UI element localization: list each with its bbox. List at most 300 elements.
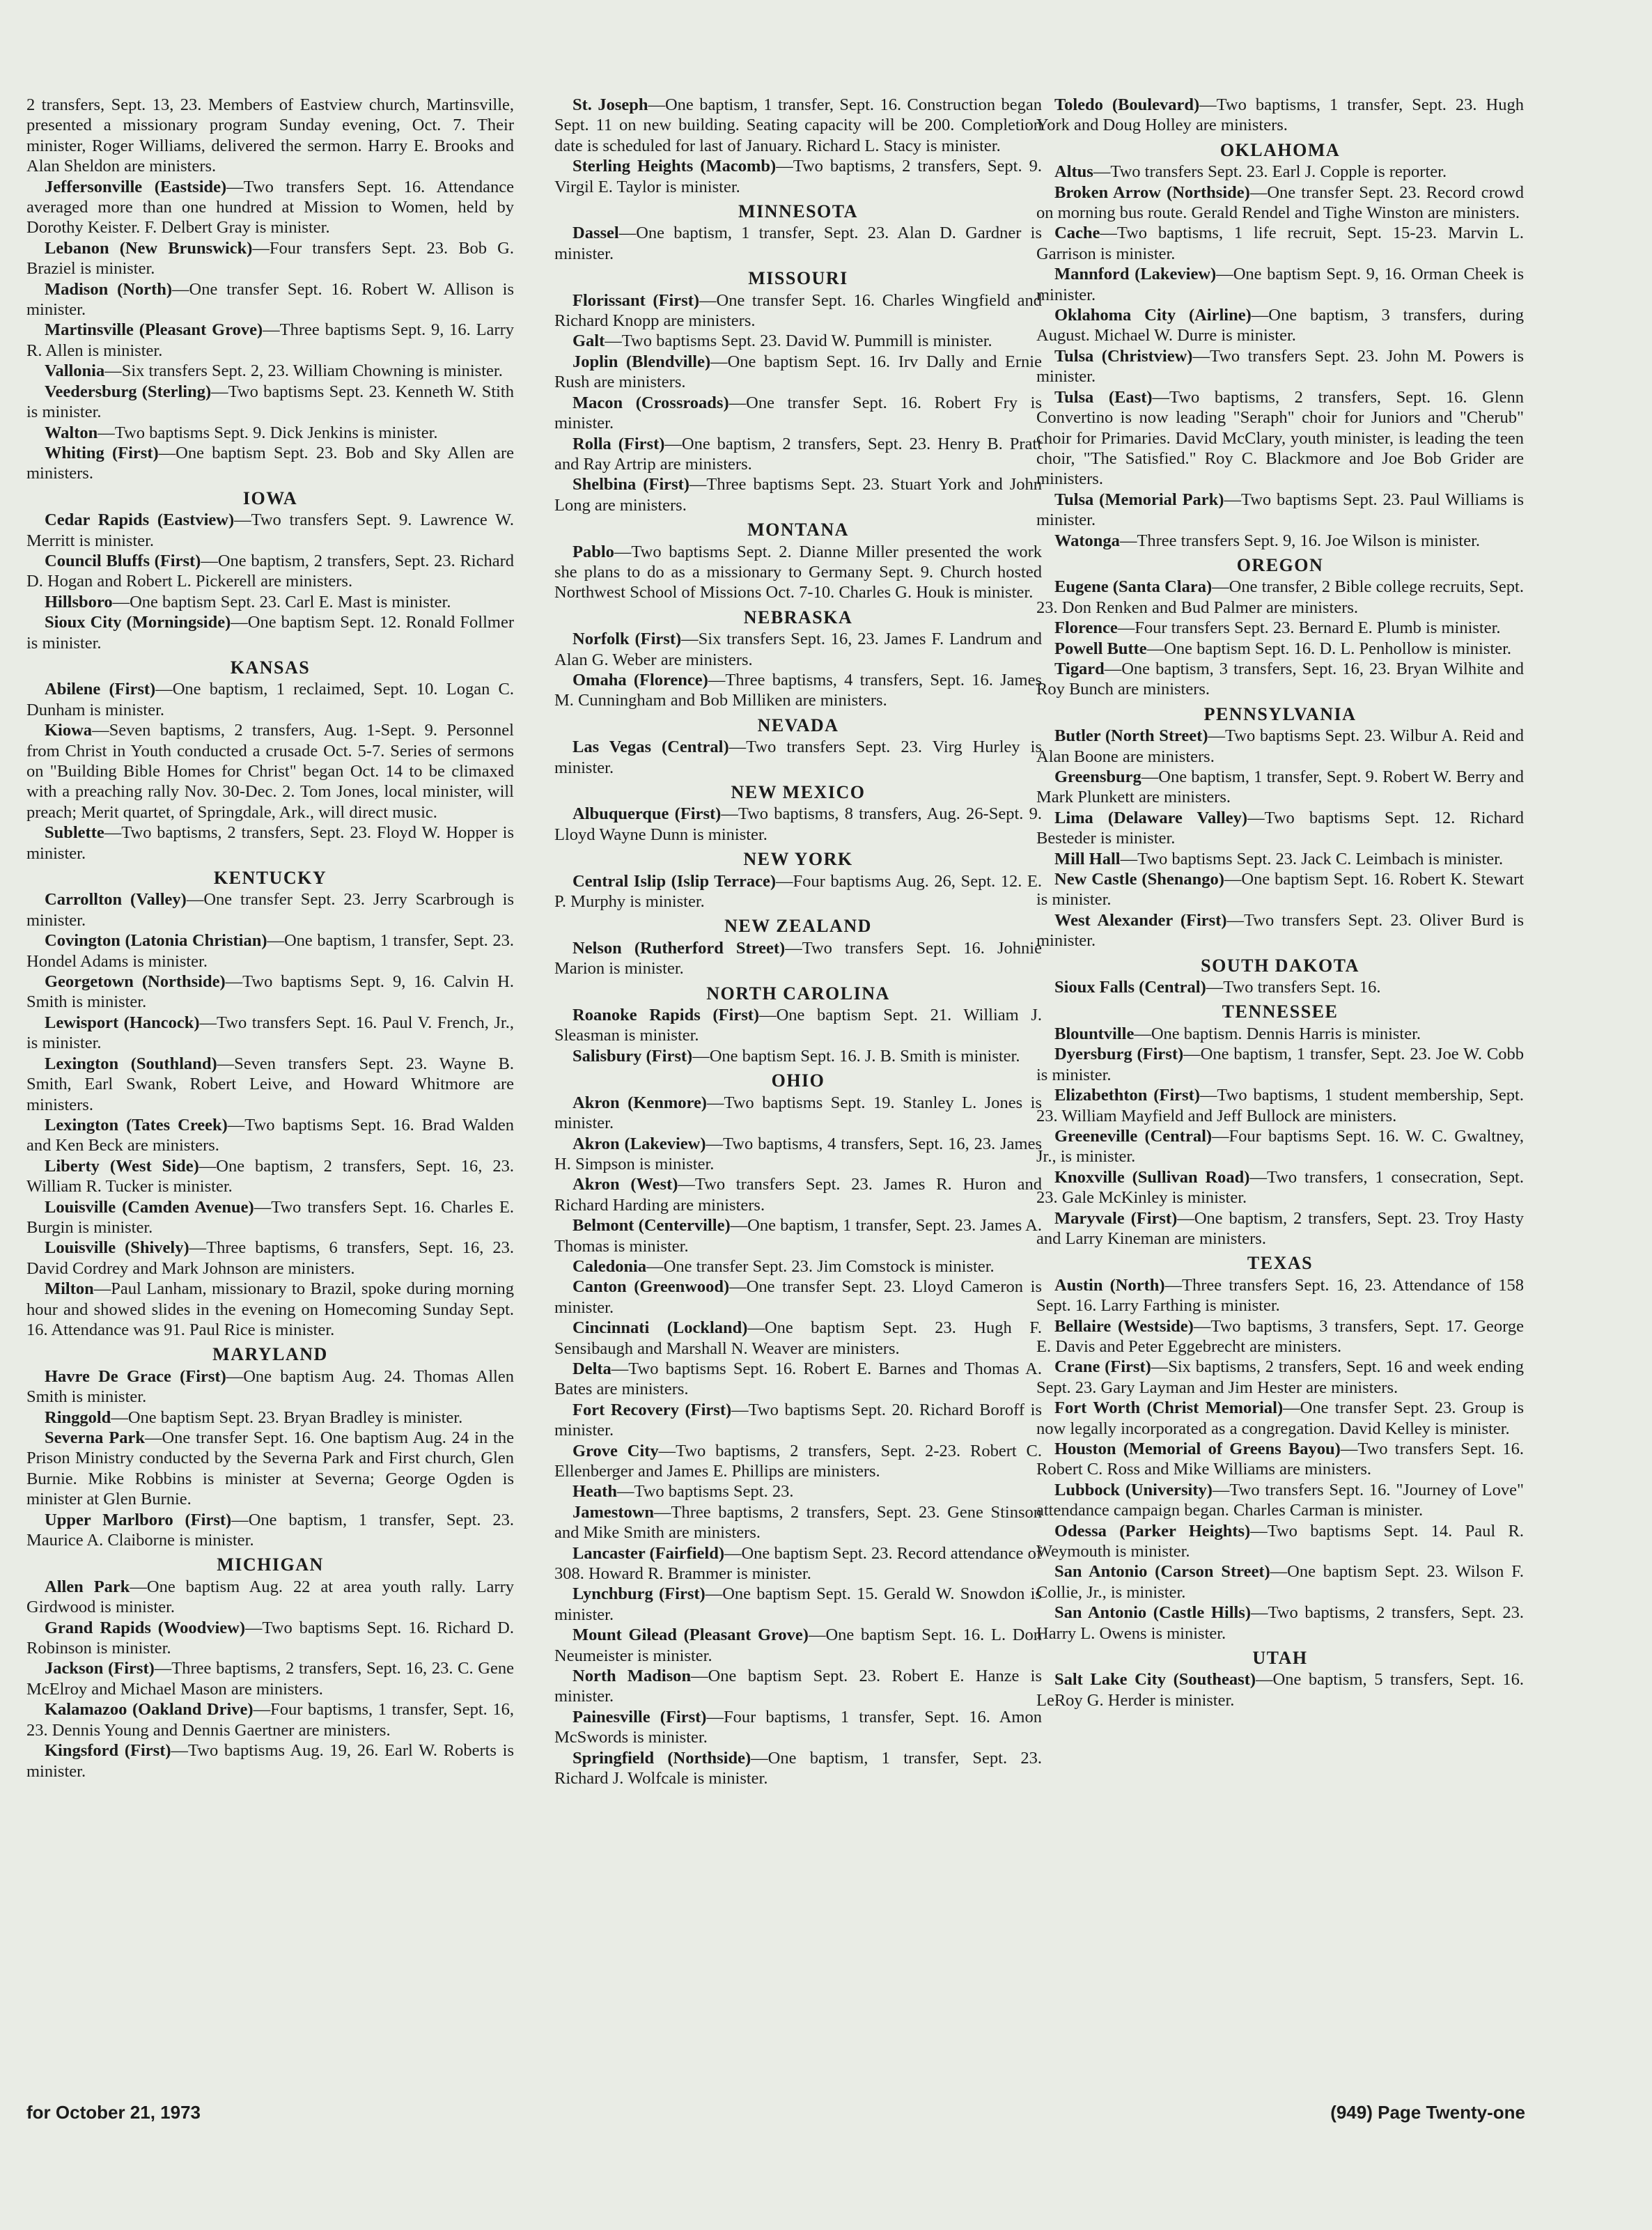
church-report-entry — [26, 930, 514, 972]
church-name: Ringgold — [45, 1408, 111, 1427]
church-name: Oklahoma City (Airline) — [1054, 306, 1252, 325]
church-report-entry — [26, 1366, 514, 1408]
report-text: —Two baptisms, 1 student membership, Sept. 23. William Mayfield and Jeff Bullock are ministers. — [1036, 1086, 1524, 1125]
church-name: Greensburg — [1054, 767, 1141, 786]
church-report-entry — [26, 1740, 514, 1781]
church-name: Delta — [572, 1359, 611, 1378]
church-name: Mannford (Lakeview) — [1054, 265, 1217, 284]
report-text: —Two transfers Sept. 16. Charles E. Burgin is minister. — [26, 1197, 514, 1237]
church-report-entry — [554, 1256, 1042, 1277]
church-name: Toledo (Boulevard) — [1054, 95, 1200, 114]
church-name: Tulsa (Christview) — [1054, 346, 1193, 366]
church-name: Lancaster (Fairfield) — [572, 1543, 724, 1563]
church-report-entry — [26, 1054, 514, 1115]
report-text: —One baptism, 1 transfer, Sept. 16. Construction began Sept. 11 on new building. Seating capacity will be 200. Completion date is scheduled for last of January. Richard L. Stacy is minister. — [554, 95, 1042, 155]
report-text: —One baptism Sept. 16. Irv Dally and Ernie Rush are ministers. — [554, 352, 1042, 392]
report-text: —Two baptisms, 2 transfers, Sept. 23. Harry L. Owens is minister. — [1036, 1603, 1524, 1643]
church-report-entry — [1036, 1439, 1524, 1480]
state-heading: MARYLAND — [212, 1344, 328, 1365]
church-report-entry — [554, 1005, 1042, 1046]
church-name: Jamestown — [572, 1502, 655, 1522]
church-report-entry — [1036, 726, 1524, 767]
church-name: Lima (Delaware Valley) — [1054, 808, 1248, 827]
state-heading: KANSAS — [230, 657, 311, 678]
church-name: Blountville — [1054, 1024, 1135, 1043]
church-name: Heath — [572, 1482, 617, 1502]
church-name: Upper Marlboro (First) — [45, 1510, 232, 1529]
church-name: Crane (First) — [1054, 1357, 1151, 1377]
church-report-entry — [26, 95, 514, 177]
report-text: —One transfer Sept. 16. One baptism Aug. 24 in the Prison Ministry conducted by the Severna Park and First church, Glen Burnie. Mike Robbins is minister at Severna; George Ogden is minister at Glen Burnie. — [26, 1428, 514, 1509]
report-text: —Two baptisms, 1 life recruit, Sept. 15-23. Marvin L. Garrison is minister. — [1036, 224, 1524, 263]
church-name: Nelson (Rutherford Street) — [572, 938, 786, 958]
church-name: Council Bluffs (First) — [45, 551, 201, 570]
church-report-entry — [1036, 264, 1524, 305]
report-text: —Two baptisms Sept. 23. Jack C. Leimbach is minister. — [1120, 849, 1504, 868]
church-name: Cincinnati (Lockland) — [572, 1318, 748, 1338]
report-text: —One baptism. Dennis Harris is minister. — [1134, 1024, 1421, 1043]
report-text: —Two baptisms, 8 transfers, Aug. 26-Sept. 9. Lloyd Wayne Dunn is minister. — [554, 804, 1042, 844]
church-name: Joplin (Blendville) — [572, 352, 711, 371]
church-name: Austin (North) — [1054, 1275, 1165, 1295]
report-text: —Two baptisms Sept. 16. Richard D. Robinson is minister. — [26, 1618, 515, 1658]
church-name: Shelbina (First) — [572, 475, 689, 494]
church-report-entry — [554, 1400, 1042, 1441]
report-text: —Two baptisms Sept. 23. Kenneth W. Stith is minister. — [26, 382, 514, 422]
report-text: —Two transfers Sept. 16. Paul V. French, Jr., is minister. — [26, 1013, 514, 1053]
church-report-entry — [554, 1359, 1042, 1400]
church-report-entry — [1036, 1085, 1524, 1126]
church-report-entry — [1036, 1521, 1524, 1562]
state-heading: MONTANA — [747, 520, 849, 540]
church-report-entry — [1036, 387, 1524, 490]
report-text: —One transfer Sept. 23. Group is now legally incorporated as a congregation. David Kelley is minister. — [1036, 1398, 1524, 1438]
report-text: —Six baptisms, 2 transfers, Sept. 16 and week ending Sept. 23. Gary Layman and Jim Hester are ministers. — [1036, 1357, 1524, 1397]
church-name: Watonga — [1054, 531, 1120, 550]
church-report-entry — [26, 720, 514, 822]
report-text: —One baptism, 1 transfer, Sept. 23. James A. Thomas is minister. — [554, 1216, 1042, 1256]
report-text: —Two transfers Sept. 16. Attendance averaged more than one hundred at Mission to Women, held by Dorothy Keister. F. Delbert Gray is minister. — [26, 177, 515, 237]
church-name: Albuquerque (First) — [572, 804, 722, 824]
report-text: —Three baptisms Sept. 9, 16. Larry R. Allen is minister. — [26, 320, 514, 360]
church-report-entry — [26, 822, 514, 864]
report-text: —Paul Lanham, missionary to Brazil, spoke during morning hour and showed slides in the evening on Homecoming Sunday Sept. 16. Attendance was 91. Paul Rice is minister. — [26, 1279, 514, 1339]
state-heading: MINNESOTA — [738, 201, 858, 222]
church-name: Akron (West) — [572, 1175, 678, 1194]
church-name: North Madison — [572, 1667, 692, 1686]
church-report-entry — [1036, 577, 1524, 618]
church-name: Akron (Kenmore) — [572, 1093, 707, 1112]
church-report-entry — [1036, 1024, 1524, 1044]
church-name: Galt — [572, 332, 605, 351]
church-report-entry — [1036, 95, 1524, 136]
church-report-entry — [26, 1279, 514, 1340]
report-text: —One baptism, 3 transfers, Sept. 16, 23. Bryan Wilhite and Roy Bunch are ministers. — [1036, 659, 1524, 699]
report-text: —Two baptisms Sept. 2. Dianne Miller presented the work she plans to do as a missionary to Germany Sept. 9. Church hosted Northwest School of Missions Oct. 7-10. Charles G. Houk is minister. — [554, 542, 1042, 602]
report-text: —Two transfers Sept. 23. John M. Powers is minister. — [1036, 346, 1524, 387]
church-name: Kiowa — [45, 721, 93, 740]
church-name: Mount Gilead (Pleasant Grove) — [572, 1625, 809, 1645]
report-text: —One transfer Sept. 23. Jerry Scarbrough is minister. — [26, 890, 514, 930]
church-name: Eugene (Santa Clara) — [1054, 577, 1213, 597]
church-name: Tigard — [1054, 659, 1105, 678]
church-report-entry — [1036, 1561, 1524, 1603]
report-text: —Two transfers Sept. 23. James R. Huron and Richard Harding are ministers. — [554, 1175, 1042, 1215]
report-text: —Four baptisms, 1 transfer, Sept. 16. Amon McSwords is minister. — [554, 1707, 1042, 1747]
report-text: —Two baptisms Sept. 9, 16. Calvin H. Smith is minister. — [26, 972, 514, 1012]
church-report-entry — [1036, 1126, 1524, 1167]
church-name: Louisville (Camden Avenue) — [45, 1197, 254, 1217]
state-heading: TEXAS — [1247, 1253, 1314, 1274]
report-text: —Four transfers Sept. 23. Bob G. Braziel is minister. — [26, 238, 514, 279]
report-text: —Two baptisms Aug. 19, 26. Earl W. Roberts is minister. — [26, 1741, 514, 1781]
report-text: —Two baptisms Sept. 16. Robert E. Barnes and Thomas A. Bates are ministers. — [554, 1359, 1042, 1399]
church-name: Whiting (First) — [45, 443, 159, 462]
church-name: Grove City — [572, 1441, 659, 1460]
report-text: —Four baptisms Sept. 16. W. C. Gwaltney, Jr., is minister. — [1036, 1126, 1524, 1167]
church-name: Broken Arrow (Northside) — [1054, 182, 1250, 202]
church-report-entry — [554, 1277, 1042, 1318]
church-report-entry — [26, 1510, 514, 1551]
church-name: Tulsa (East) — [1054, 387, 1153, 407]
report-text: —One transfer Sept. 16. Charles Wingfield and Richard Knopp are ministers. — [554, 290, 1042, 331]
report-text: —One baptism Sept. 21. William J. Sleasman is minister. — [554, 1006, 1042, 1045]
church-name: Painesville (First) — [572, 1707, 707, 1726]
church-name: Elizabethton (First) — [1054, 1086, 1200, 1105]
report-text: —Two baptisms, 4 transfers, Sept. 16, 23. James H. Simpson is minister. — [554, 1134, 1043, 1174]
church-report-entry — [554, 1543, 1042, 1584]
report-text: —One baptism, 1 transfer, Sept. 23. Maurice A. Claiborne is minister. — [26, 1510, 514, 1550]
report-text: —One transfer Sept. 23. Record crowd on morning bus route. Gerald Rendel and Tighe Winston are ministers. — [1036, 182, 1524, 223]
church-report-entry — [1036, 910, 1524, 951]
church-name: Severna Park — [45, 1428, 145, 1447]
church-report-entry — [1036, 1480, 1524, 1521]
report-text: —One baptism, 1 transfer, Sept. 23. Joe W. Cobb is minister. — [1036, 1045, 1524, 1084]
report-text: —One baptism Sept. 15. Gerald W. Snowdon is minister. — [554, 1584, 1042, 1624]
report-text: —Two baptisms, 2 transfers, Sept. 2-23. Robert C. Ellenberger and James E. Phillips are ministers. — [554, 1441, 1042, 1481]
church-report-entry — [26, 1428, 514, 1510]
church-name: Sublette — [45, 823, 104, 843]
church-report-entry — [1036, 162, 1524, 182]
church-report-entry — [26, 320, 514, 361]
report-text: —Two baptisms Sept. 16. Brad Walden and Ken Beck are ministers. — [26, 1115, 514, 1155]
report-text: —One baptism Aug. 22 at area youth rally. Larry Girdwood is minister. — [26, 1577, 514, 1617]
church-report-entry — [554, 737, 1042, 778]
church-report-entry — [26, 679, 514, 720]
church-report-entry — [26, 1115, 514, 1156]
state-heading: NEW YORK — [743, 849, 853, 870]
church-report-entry — [26, 1238, 514, 1279]
church-report-entry — [26, 592, 514, 612]
report-text: —Three baptisms, 2 transfers, Sept. 23. Gene Stinson and Mike Smith are ministers. — [554, 1502, 1042, 1543]
church-report-entry — [1036, 1167, 1524, 1208]
church-name: Las Vegas (Central) — [572, 738, 729, 757]
church-report-entry — [1036, 659, 1524, 700]
church-report-entry — [26, 1658, 514, 1699]
column-2 — [554, 95, 1042, 1789]
church-name: Butler (North Street) — [1054, 726, 1208, 746]
church-report-entry — [26, 1156, 514, 1197]
report-text: —Three baptisms, 2 transfers, Sept. 16, 23. C. Gene McElroy and Michael Mason are ministers. — [26, 1659, 514, 1699]
church-name: Louisville (Shively) — [45, 1238, 189, 1258]
report-text: —Six transfers Sept. 16, 23. James F. Landrum and Alan G. Weber are ministers. — [554, 630, 1042, 669]
report-text: —Two transfers Sept. 9. Lawrence W. Merritt is minister. — [26, 510, 514, 550]
report-text: —One baptism, 1 transfer, Sept. 9. Robert W. Berry and Mark Plunkett are ministers. — [1036, 767, 1524, 807]
state-heading: TENNESSEE — [1222, 1001, 1339, 1022]
report-text: —Four baptisms Aug. 26, Sept. 12. E. P. Murphy is minister. — [554, 871, 1042, 912]
state-heading: OKLAHOMA — [1219, 139, 1341, 160]
church-report-entry — [554, 1215, 1042, 1256]
church-name: Salt Lake City (Southeast) — [1054, 1670, 1256, 1690]
church-name: Maryvale (First) — [1054, 1208, 1178, 1228]
church-report-entry — [26, 1577, 514, 1618]
report-text: —Two baptisms Sept. 23. David W. Pummill is minister. — [605, 332, 992, 351]
church-name: Milton — [45, 1279, 94, 1299]
report-text: —Two transfers Sept. 16. — [1206, 978, 1381, 997]
report-text: —One baptism Sept. 23. Bob and Sky Allen are ministers. — [26, 443, 514, 483]
church-name: Mill Hall — [1054, 849, 1121, 868]
church-name: Roanoke Rapids (First) — [572, 1006, 760, 1025]
report-text: —One baptism Sept. 16. Robert K. Stewart is minister. — [1036, 870, 1524, 910]
church-report-entry — [554, 804, 1042, 845]
report-text: —One baptism Aug. 24. Thomas Allen Smith is minister. — [26, 1366, 514, 1407]
state-heading: NORTH CAROLINA — [706, 983, 890, 1004]
church-name: Fort Worth (Christ Memorial) — [1054, 1398, 1284, 1418]
report-text: —One baptism Sept. 16. L. Don Neumeister is minister. — [554, 1625, 1042, 1665]
report-text: —One baptism, 1 transfer, Sept. 23. Richard J. Wolfcale is minister. — [554, 1748, 1043, 1788]
state-heading: SOUTH DAKOTA — [1201, 955, 1359, 976]
report-text: —One baptism Sept. 23. Hugh F. Sensibaugh and Marshall N. Weaver are ministers. — [554, 1318, 1042, 1358]
church-name: Springfield (Northside) — [572, 1748, 751, 1768]
church-report-entry — [26, 1408, 514, 1428]
report-text: —Six transfers Sept. 2, 23. William Chowning is minister. — [104, 361, 503, 381]
church-report-entry — [554, 871, 1042, 912]
report-text: —One transfer Sept. 23. Lloyd Cameron is minister. — [554, 1277, 1042, 1317]
church-name: Belmont (Centerville) — [572, 1216, 731, 1235]
report-text: —Two baptisms, 2 transfers, Sept. 9. Virgil E. Taylor is minister. — [554, 157, 1042, 196]
church-name: Hillsboro — [45, 592, 113, 611]
state-heading: NEVADA — [757, 715, 839, 735]
church-report-entry — [554, 1502, 1042, 1543]
church-report-entry — [554, 1481, 1042, 1502]
church-name: St. Joseph — [572, 95, 648, 114]
church-report-entry — [554, 223, 1042, 264]
church-name: Kingsford (First) — [45, 1741, 171, 1761]
church-name: Salisbury (First) — [572, 1046, 693, 1066]
report-text: —Two transfers Sept. 23. Earl J. Copple is reporter. — [1093, 162, 1447, 182]
report-text: —One baptism, 1 transfer, Sept. 23. Alan D. Gardner is minister. — [554, 224, 1042, 263]
church-name: San Antonio (Castle Hills) — [1054, 1603, 1252, 1623]
church-name: Dassel — [572, 224, 619, 243]
state-heading: NEW ZEALAND — [724, 916, 872, 937]
church-name: Pablo — [572, 542, 614, 561]
church-report-entry — [554, 95, 1042, 156]
state-heading: OHIO — [771, 1070, 825, 1091]
report-text: —One baptism Sept. 23. Carl E. Mast is minister. — [112, 592, 451, 611]
report-text: —Three baptisms, 6 transfers, Sept. 16, 23. David Cordrey and Mark Johnson are ministers. — [26, 1238, 514, 1278]
church-name: Havre De Grace (First) — [45, 1366, 226, 1386]
church-report-entry — [1036, 639, 1524, 659]
church-report-entry — [1036, 1669, 1524, 1710]
church-report-entry — [26, 238, 514, 279]
church-report-entry — [26, 1197, 514, 1238]
church-name: Covington (Latonia Christian) — [45, 931, 267, 951]
church-report-entry — [554, 393, 1042, 434]
church-name: Dyersburg (First) — [1054, 1045, 1184, 1064]
church-report-entry — [1036, 1208, 1524, 1249]
report-text: 2 transfers, Sept. 13, 23. Members of Eastview church, Martinsville, presented a missionary program Sunday evening, Oct. 7. Their minister, Roger Williams, delivered the sermon. Harry E. Brooks and Alan Sheldon are ministers. — [26, 95, 514, 176]
church-name: Sterling Heights (Macomb) — [572, 157, 777, 176]
church-name: Grand Rapids (Woodview) — [45, 1618, 245, 1637]
church-name: Omaha (Florence) — [572, 670, 708, 689]
church-report-entry — [554, 938, 1042, 979]
report-text: —Two baptisms Sept. 23. — [616, 1482, 794, 1502]
report-text: —Two baptisms, 2 transfers, Sept. 16. Glenn Convertino is now leading "Seraph" choir for Juniors and "Cherub" choir for Primaries. David McClary, youth minister, is leading the teen choir, "The Satisfied." Roy C. Blackmore and Joe Bob Grider are ministers. — [1036, 387, 1525, 489]
report-text: —Two baptisms Sept. 9. Dick Jenkins is minister. — [98, 423, 438, 442]
church-report-entry — [554, 1584, 1042, 1625]
column-3 — [1036, 95, 1524, 1710]
report-text: —One baptism, 2 transfers, Sept. 23. Richard D. Hogan and Robert L. Pickerell are ministers. — [26, 551, 515, 591]
report-text: —Two baptisms Sept. 14. Paul R. Weymouth is minister. — [1036, 1521, 1524, 1561]
church-report-entry — [26, 443, 514, 484]
report-text: —Two transfers, 1 consecration, Sept. 23. Gale McKinley is minister. — [1036, 1167, 1524, 1208]
church-name: Abilene (First) — [45, 680, 156, 699]
church-report-entry — [26, 889, 514, 930]
church-report-entry — [1036, 808, 1524, 849]
church-report-entry — [554, 1318, 1042, 1359]
report-text: —One transfer Sept. 16. Robert W. Allison is minister. — [26, 279, 514, 320]
church-report-entry — [26, 1699, 514, 1740]
report-text: —Three transfers Sept. 9, 16. Joe Wilson is minister. — [1119, 531, 1481, 550]
church-report-entry — [554, 352, 1042, 393]
church-name: Madison (North) — [45, 279, 173, 299]
church-report-entry — [1036, 305, 1524, 346]
church-name: Greeneville (Central) — [1054, 1126, 1213, 1146]
report-text: —One transfer, 2 Bible college recruits, Sept. 23. Don Renken and Bud Palmer are ministers. — [1036, 577, 1524, 617]
church-report-entry — [1036, 1398, 1524, 1439]
church-name: Caledonia — [572, 1256, 647, 1276]
church-name: Georgetown (Northside) — [45, 972, 226, 992]
church-report-entry — [554, 670, 1042, 711]
church-name: Powell Butte — [1054, 639, 1147, 658]
state-heading: UTAH — [1252, 1648, 1308, 1669]
church-report-entry — [1036, 223, 1524, 264]
church-name: Walton — [45, 423, 98, 442]
church-name: Canton (Greenwood) — [572, 1277, 730, 1297]
church-report-entry — [26, 361, 514, 381]
church-report-entry — [554, 1666, 1042, 1707]
church-name: Tulsa (Memorial Park) — [1054, 490, 1224, 509]
report-text: —Two baptisms Sept. 12. Richard Besteder is minister. — [1036, 808, 1524, 848]
church-name: Fort Recovery (First) — [572, 1400, 732, 1419]
church-name: Liberty (West Side) — [45, 1156, 199, 1176]
church-name: Bellaire (Westside) — [1054, 1316, 1194, 1336]
church-report-entry — [1036, 1275, 1524, 1316]
church-report-entry — [1036, 346, 1524, 387]
church-name: Vallonia — [45, 361, 105, 381]
report-text: —One baptism, 5 transfers, Sept. 16. LeRoy G. Herder is minister. — [1036, 1670, 1524, 1710]
church-name: Florence — [1054, 618, 1118, 638]
report-text: —Two baptisms Sept. 20. Richard Boroff is minister. — [554, 1400, 1042, 1440]
church-name: Lewisport (Hancock) — [45, 1013, 200, 1032]
state-heading: NEBRASKA — [743, 607, 853, 627]
report-text: —Four baptisms, 1 transfer, Sept. 16, 23. Dennis Young and Dennis Gaertner are ministers. — [26, 1700, 514, 1740]
church-report-entry — [26, 510, 514, 551]
report-text: —One baptism Sept. 16. D. L. Penhollow is minister. — [1146, 639, 1512, 658]
church-report-entry — [554, 542, 1042, 603]
church-report-entry — [554, 1093, 1042, 1134]
church-report-entry — [26, 612, 514, 653]
church-name: West Alexander (First) — [1054, 910, 1227, 930]
church-report-entry — [554, 1625, 1042, 1666]
church-report-entry — [554, 629, 1042, 670]
report-text: —Seven transfers Sept. 23. Wayne B. Smith, Earl Swank, Robert Leive, and Howard Whitmore are ministers. — [26, 1054, 514, 1114]
state-heading: IOWA — [242, 488, 298, 508]
church-name: Jeffersonville (Eastside) — [45, 177, 227, 196]
church-report-entry — [1036, 1044, 1524, 1085]
church-name: Martinsville (Pleasant Grove) — [45, 320, 263, 340]
state-heading: KENTUCKY — [213, 868, 327, 889]
report-text: —Three baptisms, 4 transfers, Sept. 16. James M. Cunningham and Bob Milliken are ministers. — [554, 670, 1042, 710]
church-report-entry — [554, 474, 1042, 515]
report-text: —One baptism Sept. 23. Wilson F. Collie, Jr., is minister. — [1036, 1562, 1524, 1602]
report-text: —One baptism Sept. 16. J. B. Smith is minister. — [692, 1046, 1020, 1066]
state-heading: MICHIGAN — [217, 1554, 324, 1575]
church-name: Lebanon (New Brunswick) — [45, 238, 253, 258]
state-heading: PENNSYLVANIA — [1203, 703, 1357, 724]
report-text: —One baptism, 1 reclaimed, Sept. 10. Logan C. Dunham is minister. — [26, 680, 515, 719]
church-name: Altus — [1054, 162, 1093, 182]
church-name: Central Islip (Islip Terrace) — [572, 871, 777, 891]
church-report-entry — [1036, 1316, 1524, 1357]
report-text: —Two baptisms Sept. 23. Paul Williams is minister. — [1036, 490, 1524, 530]
church-name: Cache — [1054, 224, 1100, 243]
church-report-entry — [1036, 767, 1524, 808]
church-name: Lexington (Southland) — [45, 1054, 217, 1073]
footer-page-number: (949) Page Twenty-one — [1330, 2102, 1525, 2123]
church-name: Norfolk (First) — [572, 630, 682, 649]
church-report-entry — [554, 1134, 1042, 1175]
church-report-entry — [26, 382, 514, 423]
report-text: —One transfer Sept. 23. Jim Comstock is minister. — [646, 1256, 995, 1276]
church-report-entry — [1036, 490, 1524, 531]
church-report-entry — [554, 156, 1042, 197]
church-name: San Antonio (Carson Street) — [1054, 1562, 1270, 1582]
church-report-entry — [26, 423, 514, 443]
report-text: —Three baptisms Sept. 23. Stuart York and John Long are ministers. — [554, 475, 1042, 515]
state-heading: OREGON — [1236, 554, 1324, 575]
report-text: —Two baptisms Sept. 23. Wilbur A. Reid and Alan Boone are ministers. — [1036, 726, 1524, 766]
report-text: —One baptism, 3 transfers, during August. Michael W. Durre is minister. — [1036, 306, 1524, 345]
church-report-entry — [554, 290, 1042, 332]
church-name: Veedersburg (Sterling) — [45, 382, 212, 401]
church-name: Sioux City (Morningside) — [45, 613, 231, 632]
report-text: —Seven baptisms, 2 transfers, Aug. 1-Sept. 9. Personnel from Christ in Youth conducted a crusade Oct. 5-7. Series of sermons on "Building Bible Homes for Christ" began Oct. 14 to be climaxed with a preaching rally Nov. 30-Dec. 2. Tom Jones, local minister, will preach; Merit quartet, of Springdale, Ark., will direct music. — [26, 721, 514, 822]
church-report-entry — [1036, 531, 1524, 551]
state-heading: MISSOURI — [748, 268, 848, 289]
report-text: —One baptism Sept. 12. Ronald Follmer is minister. — [26, 613, 514, 653]
church-name: Carrollton (Valley) — [45, 890, 187, 910]
church-name: Akron (Lakeview) — [572, 1134, 706, 1153]
report-text: —One baptism, 2 transfers, Sept. 16, 23. William R. Tucker is minister. — [26, 1156, 514, 1196]
church-name: Allen Park — [45, 1577, 130, 1596]
church-name: Macon (Crossroads) — [572, 393, 729, 412]
church-report-entry — [26, 1618, 514, 1659]
church-report-entry — [554, 1174, 1042, 1215]
church-report-entry — [554, 1441, 1042, 1482]
state-heading: NEW MEXICO — [731, 782, 866, 802]
report-text: —One baptism Sept. 23. Bryan Bradley is minister. — [111, 1408, 463, 1427]
